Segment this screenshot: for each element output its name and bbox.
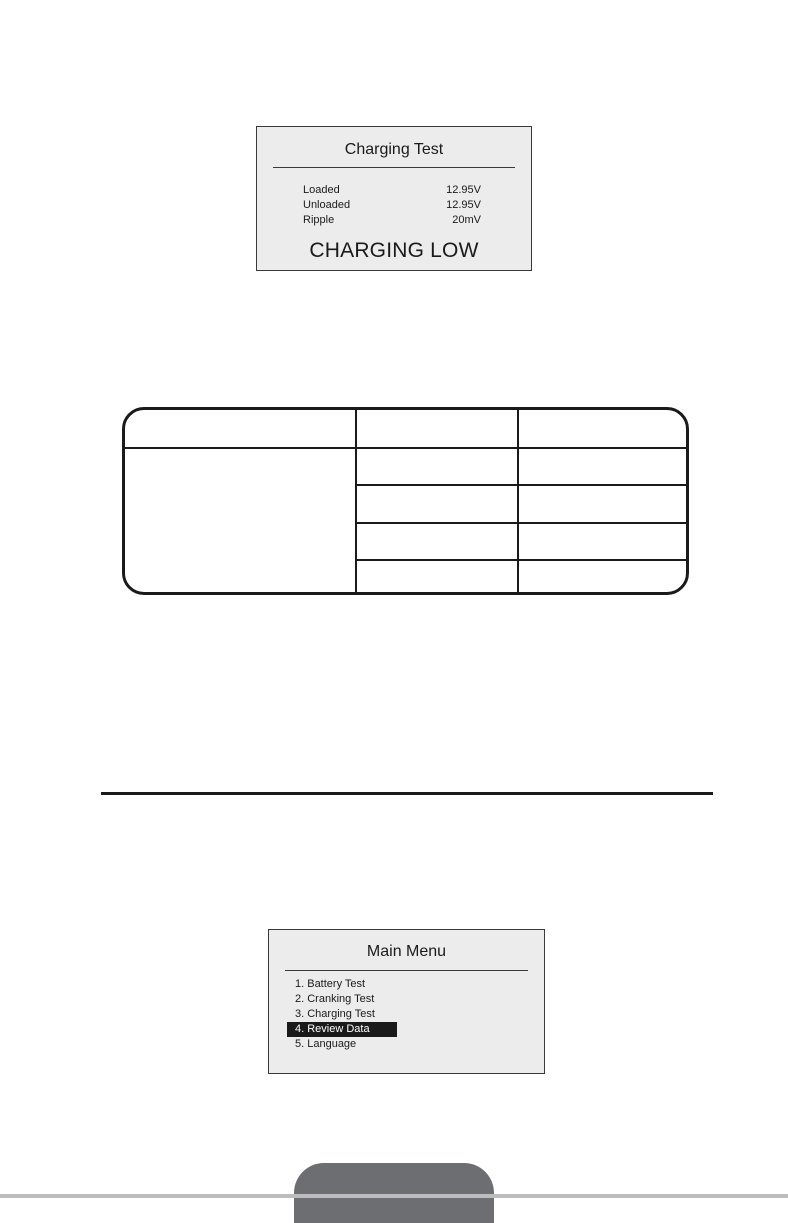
menu-item-cranking-test[interactable]: 2. Cranking Test [295, 993, 375, 1005]
reading-label: Loaded [303, 184, 340, 196]
title-divider [273, 167, 515, 168]
reading-row-unloaded [303, 198, 481, 213]
menu-item-battery-test[interactable]: 1. Battery Test [295, 978, 366, 990]
reading-row-loaded [303, 183, 481, 198]
page-tab [294, 1163, 494, 1223]
reading-value: 20mV [452, 214, 481, 226]
bottom-strip [0, 1194, 788, 1198]
table-column-divider [355, 410, 357, 592]
table-header-divider [125, 447, 686, 449]
reading-label: Ripple [303, 214, 335, 226]
reading-row-ripple [303, 213, 481, 228]
reading-label: Unloaded [303, 199, 351, 211]
screen-title: Main Menu [366, 943, 447, 960]
menu-item-language[interactable]: 5. Language [295, 1038, 357, 1050]
charging-result: CHARGING LOW [309, 239, 479, 262]
table-row-divider [355, 484, 689, 486]
results-table [122, 407, 689, 595]
title-divider [285, 970, 528, 971]
table-row-divider [355, 522, 689, 524]
table-column-divider [517, 410, 519, 592]
table-row-divider [355, 559, 689, 561]
reading-value: 12.95V [446, 184, 481, 196]
section-divider [101, 792, 713, 795]
menu-item-charging-test[interactable]: 3. Charging Test [295, 1008, 375, 1020]
screen-title: Charging Test [344, 141, 444, 158]
main-menu-screen [268, 929, 545, 1074]
charging-test-screen [256, 126, 532, 271]
menu-item-review-data[interactable]: 4. Review Data [287, 1022, 397, 1037]
reading-value: 12.95V [446, 199, 481, 211]
